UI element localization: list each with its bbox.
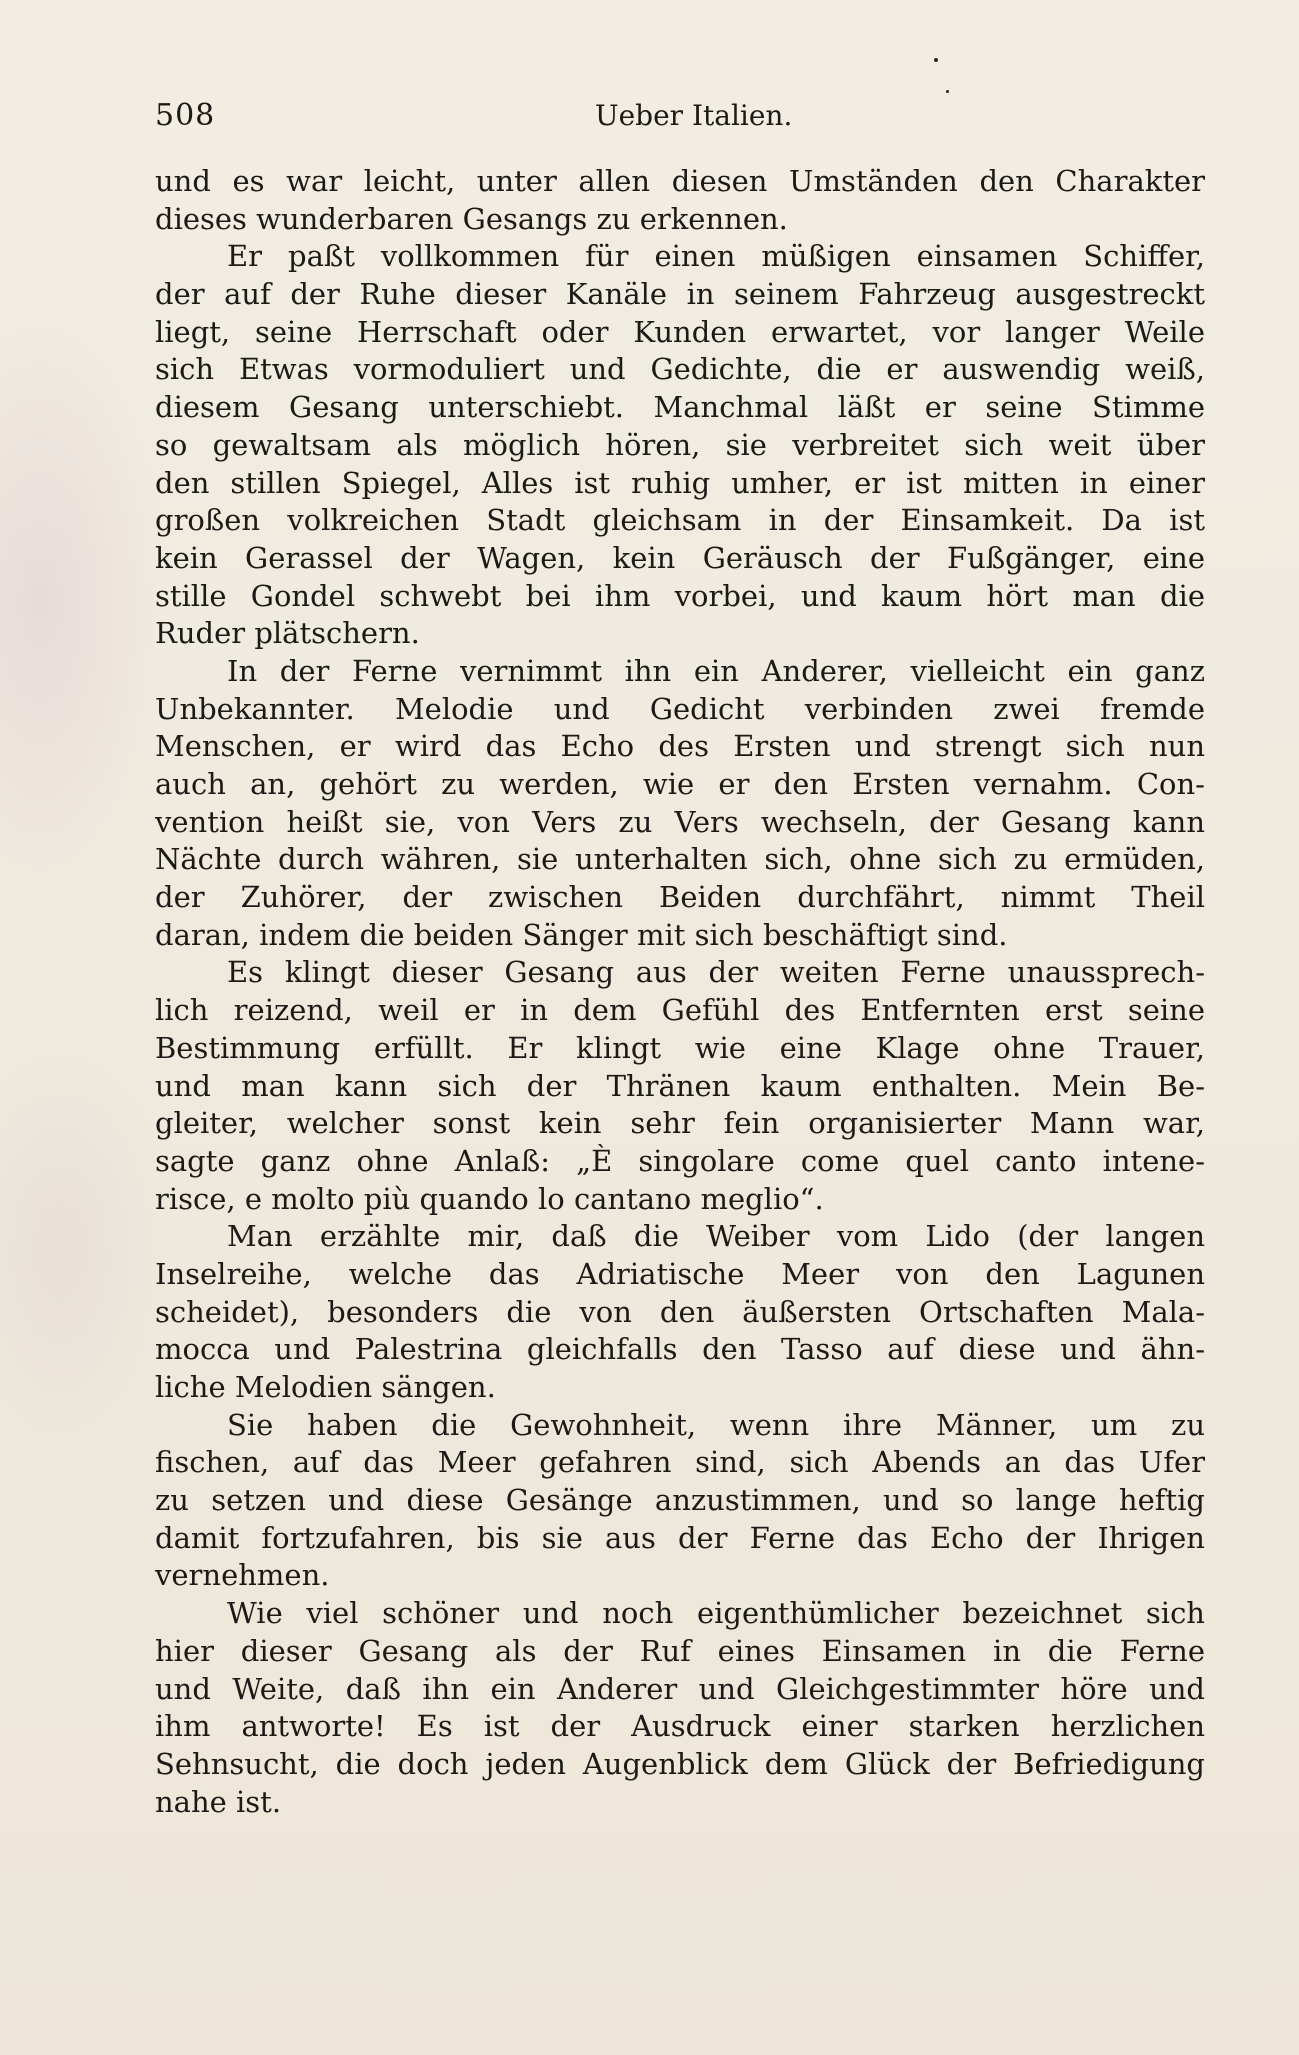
text-line: liegt, seine Herrschaft oder Kunden erwartet, vor langer Weile [155, 314, 1205, 349]
text-line: Menschen, er wird das Echo des Ersten und strengt sich nun [155, 729, 1205, 764]
print-speck [934, 58, 938, 62]
text-line: Bestimmung erfüllt. Er klingt wie eine Klage ohne Trauer, [155, 1030, 1205, 1065]
text-line: Man erzählte mir, daß die Weiber vom Lido (der langen [227, 1219, 1205, 1254]
text-line: Es klingt dieser Gesang aus der weiten Ferne unaussprech- [227, 955, 1205, 990]
text-line: Sie haben die Gewohnheit, wenn ihre Männer, um zu [227, 1407, 1205, 1442]
text-line: sich Etwas vormoduliert und Gedichte, die er auswendig weiß, [155, 352, 1205, 387]
text-line: scheidet), besonders die von den äußersten Ortschaften Mala- [155, 1294, 1205, 1329]
text-line: damit fortzufahren, bis sie aus der Ferne das Echo der Ihrigen [155, 1520, 1205, 1555]
text-line: In der Ferne vernimmt ihn ein Anderer, vielleicht ein ganz [227, 653, 1205, 688]
text-line: gleiter, welcher sonst kein sehr fein organisierter Mann war, [155, 1106, 1205, 1141]
paragraph [155, 1595, 1205, 1821]
paragraph [155, 653, 1205, 955]
paragraph [155, 163, 1205, 238]
text-line: und es war leicht, unter allen diesen Umständen den Charakter [155, 164, 1205, 198]
text-line: Nächte durch währen, sie unterhalten sich, ohne sich zu ermüden, [155, 842, 1205, 877]
text-line: kein Gerassel der Wagen, kein Geräusch der Fußgänger, eine [155, 540, 1205, 575]
text-line: vention heißt sie, von Vers zu Vers wechseln, der Gesang kann [155, 804, 1205, 839]
text-line: mocca und Palestrina gleichfalls den Tasso auf diese und ähn- [155, 1332, 1205, 1367]
text-line: hier dieser Gesang als der Ruf eines Einsamen in die Ferne [155, 1633, 1205, 1668]
paragraph [155, 238, 1205, 653]
text-line: fischen, auf das Meer gefahren sind, sich Abends an das Ufer [155, 1445, 1205, 1480]
page-number: 508 [155, 98, 216, 133]
text-line: liche Melodien sängen. [155, 1370, 496, 1404]
text-line: und man kann sich der Thränen kaum enthalten. Mein Be- [155, 1068, 1205, 1103]
text-line: stille Gondel schwebt bei ihm vorbei, und kaum hört man die [155, 578, 1205, 613]
paragraph [155, 1218, 1205, 1406]
text-line: ihm antworte! Es ist der Ausdruck einer starken herzlichen [155, 1709, 1205, 1744]
text-line: zu setzen und diese Gesänge anzustimmen, und so lange heftig [155, 1483, 1205, 1518]
text-line: lich reizend, weil er in dem Gefühl des Entfernten erst seine [155, 993, 1205, 1028]
text-line: daran, indem die beiden Sänger mit sich beschäftigt sind. [155, 917, 1008, 952]
text-line: Er paßt vollkommen für einen müßigen einsamen Schiffer, [227, 239, 1205, 274]
text-line: dieses wunderbaren Gesangs zu erkennen. [155, 201, 788, 236]
text-line: nahe ist. [155, 1784, 282, 1819]
running-head: Ueber Italien. [595, 99, 793, 132]
text-line: auch an, gehört zu werden, wie er den Ersten vernahm. Con- [155, 767, 1205, 801]
text-line: Inselreihe, welche das Adriatische Meer von den Lagunen [155, 1256, 1205, 1291]
paragraph [155, 954, 1205, 1218]
text-line: der auf der Ruhe dieser Kanäle in seinem Fahrzeug ausgestreckt [155, 277, 1205, 312]
paragraph [155, 1407, 1205, 1595]
text-line: den stillen Spiegel, Alles ist ruhig umher, er ist mitten in einer [155, 465, 1205, 500]
text-line: risce, e molto più quando lo cantano meglio“. [155, 1181, 824, 1216]
text-line: so gewaltsam als möglich hören, sie verbreitet sich weit über [155, 427, 1205, 462]
text-line: Unbekannter. Melodie und Gedicht verbinden zwei fremde [155, 691, 1205, 726]
page-header [155, 96, 1205, 136]
text-line: der Zuhörer, der zwischen Beiden durchfährt, nimmt Theil [155, 880, 1205, 915]
print-speck [946, 90, 949, 93]
text-line: und Weite, daß ihn ein Anderer und Gleichgestimmter höre und [155, 1671, 1205, 1706]
text-line: vernehmen. [155, 1558, 330, 1593]
text-line: Ruder plätschern. [155, 616, 420, 651]
text-line: großen volkreichen Stadt gleichsam in der Einsamkeit. Da ist [155, 503, 1205, 538]
text-line: diesem Gesang unterschiebt. Manchmal läßt er seine Stimme [155, 390, 1205, 425]
text-line: sagte ganz ohne Anlaß: „È singolare come quel canto intene- [155, 1143, 1205, 1178]
body-text [155, 163, 1205, 1821]
text-line: Sehnsucht, die doch jeden Augenblick dem Glück der Befriedigung [155, 1746, 1205, 1781]
text-line: Wie viel schöner und noch eigenthümlicher bezeichnet sich [227, 1596, 1205, 1631]
